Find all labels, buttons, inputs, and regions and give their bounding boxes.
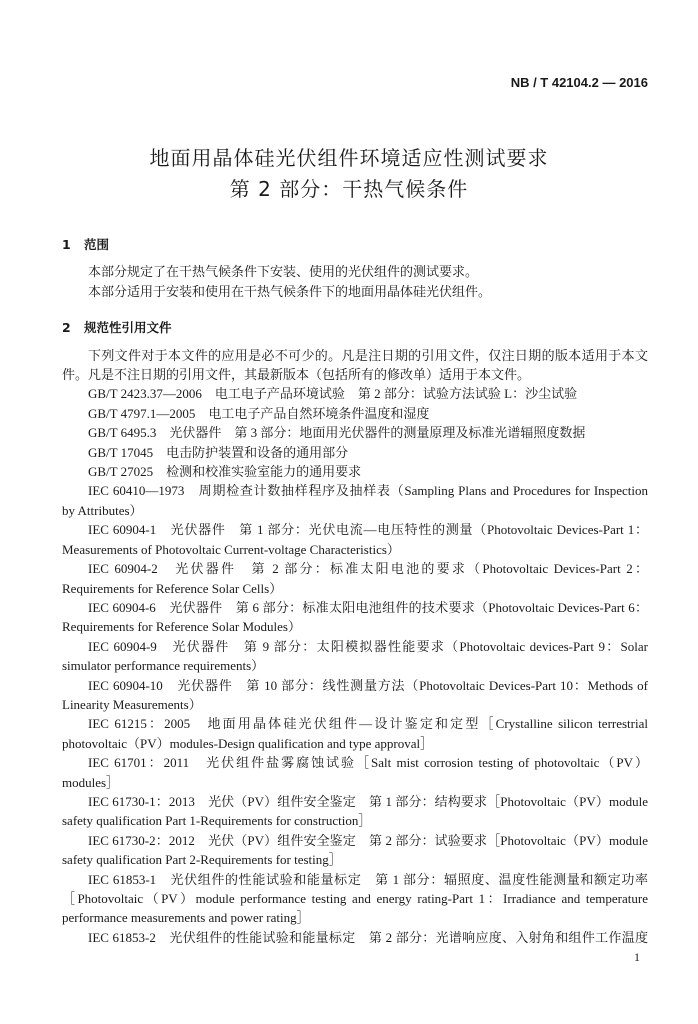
text-line: by Attributes） [62,502,143,518]
reference-entry [62,384,648,403]
text-line: IEC 60904-9 光伏器件 第 9 部分：太阳模拟器性能要求（Photovoltaic devices-Part 9：Solar [88,638,648,654]
paragraph [62,282,648,301]
reference-entry [62,676,648,715]
reference-entry [62,831,648,870]
text-line: GB/T 17045 电击防护装置和设备的通用部分 [88,444,349,460]
section-heading [62,318,648,337]
reference-entry [62,792,648,831]
text-line: IEC 60904-2 光伏器件 第 2 部分：标准太阳电池的要求（Photovoltaic Devices-Part 2： [88,561,648,577]
reference-entry [62,714,648,753]
text-line: Measurements of Photovoltaic Current-voltage Characteristics） [62,541,400,557]
text-line: simulator performance requirements） [62,658,265,674]
section-heading [62,235,648,254]
text-line: 本部分适用于安装和使用在干热气候条件下的地面用晶体硅光伏组件。 [88,283,492,299]
text-line: 本部分规定了在干热气候条件下安装、使用的光伏组件的测试要求。 [88,264,479,280]
text-line: Linearity Measurements） [62,696,202,712]
text-line: IEC 60904-1 光伏器件 第 1 部分：光伏电流—电压特性的测量（Photovoltaic Devices-Part 1： [88,522,648,538]
reference-entry [62,462,648,481]
text-line: 下列文件对于本文件的应用是必不可少的。凡是注日期的引用文件，仅注日期的版本适用于本文 [88,347,648,363]
document-subtitle: 第 2 部分：干热气候条件 [229,177,469,201]
page-number: 1 [634,950,640,964]
text-line: IEC 60904-6 光伏器件 第 6 部分：标准太阳电池组件的技术要求（Photovoltaic Devices-Part 6： [88,599,648,615]
reference-entry [62,598,648,637]
text-line: 件。凡是不注日期的引用文件，其最新版本（包括所有的修改单）适用于本文件。 [62,367,531,383]
text-line: modules］ [62,774,120,790]
text-line: IEC 61730-1：2013 光伏（PV）组件安全鉴定 第 1 部分：结构要求［Photovoltaic（PV）module [88,793,648,809]
reference-entry [62,404,648,423]
text-line: GB/T 6495.3 光伏器件 第 3 部分：地面用光伏器件的测量原理及标准光谱辐照度数据 [88,425,586,441]
text-line: GB/T 4797.1—2005 电工电子产品自然环境条件温度和湿度 [88,405,430,421]
section-title: 范围 [84,237,110,252]
text-line: safety qualification Part 1-Requirements for construction］ [62,813,372,829]
text-line: Requirements for Reference Solar Cells） [62,580,283,596]
reference-entry [62,443,648,462]
reference-entry [62,753,648,792]
text-line: IEC 61215：2005 地面用晶体硅光伏组件—设计鉴定和定型［Crystalline silicon terrestrial [88,716,648,732]
text-line: IEC 60410—1973 周期检查计数抽样程序及抽样表（Sampling Plans and Procedures for Inspection [88,483,648,499]
text-line: performance measurements and power rating］ [62,910,310,926]
reference-entry [62,928,648,947]
reference-entry [62,481,648,520]
document-number: NB / T 42104.2 — 2016 [510,75,648,90]
reference-entry [62,637,648,676]
section-title: 规范性引用文件 [84,320,172,336]
text-line: IEC 61853-1 光伏组件的性能试验和能量标定 第 1 部分：辐照度、温度性能测量和额定功率 [88,871,648,887]
text-line: IEC 61853-2 光伏组件的性能试验和能量标定 第 2 部分：光谱响应度、入射角和组件工作温度 [88,929,648,945]
text-line: Requirements for Reference Solar Modules） [62,619,301,635]
text-line: GB/T 27025 检测和校准实验室能力的通用要求 [88,464,362,480]
text-line: IEC 60904-10 光伏器件 第 10 部分：线性测量方法（Photovoltaic Devices-Part 10：Methods of [88,677,648,693]
section-number: 2 [62,320,71,336]
text-line: IEC 61730-2：2012 光伏（PV）组件安全鉴定 第 2 部分：试验要求［Photovoltaic（PV）module [88,832,648,848]
reference-entry [62,520,648,559]
paragraph [62,346,648,385]
section-number: 1 [62,237,71,252]
reference-entry [62,559,648,598]
text-line: GB/T 2423.37—2006 电工电子产品环境试验 第 2 部分：试验方法试验 L：沙尘试验 [88,386,578,402]
document-body [62,235,648,947]
reference-entry [62,423,648,442]
paragraph [62,262,648,281]
spacer [62,301,648,312]
text-line: ［Photovoltaic（PV）module performance testing and energy rating-Part 1：Irradiance and temperature [62,891,648,906]
reference-entry [62,870,648,928]
text-line: safety qualification Part 2-Requirements for testing］ [62,852,342,868]
text-line: IEC 61701：2011 光伏组件盐雾腐蚀试验［Salt mist corrosion testing of photovoltaic（PV） [88,755,648,771]
document-title: 地面用晶体硅光伏组件环境适应性测试要求 [149,146,549,170]
text-line: photovoltaic（PV）modules-Design qualification and type approval］ [62,735,434,751]
